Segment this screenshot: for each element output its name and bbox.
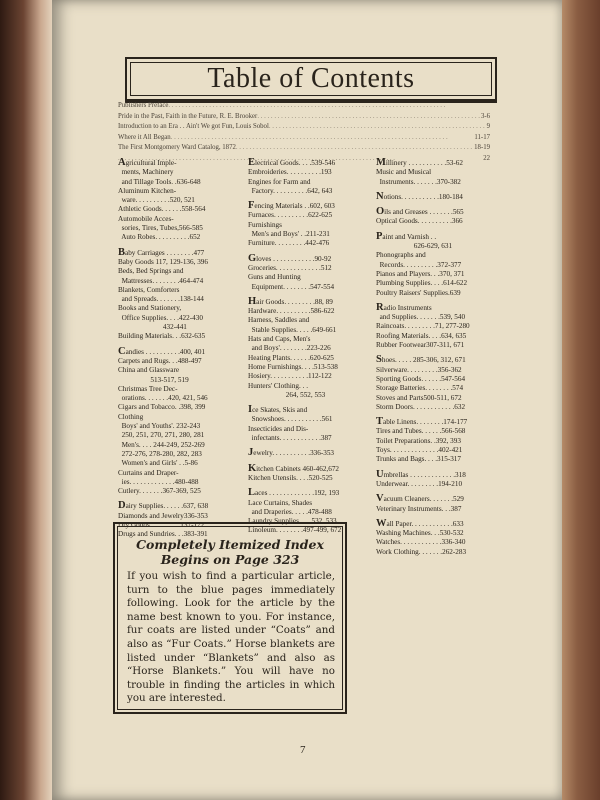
contents-entry: and Draperies. . . . .478-488 <box>248 507 332 516</box>
contents-entry: Diamonds and Jewelry336-353 <box>118 511 208 520</box>
contents-entry: Books and Stationery, <box>118 304 182 313</box>
contents-entry: Factory. . . . . . . . . .642, 643 <box>248 186 333 195</box>
page-number: 7 <box>300 744 306 756</box>
contents-entry: Wall Paper. . . . . . . . . . . .633 <box>376 517 464 529</box>
contents-entry: Men's and Boys' . .211-231 <box>248 230 330 239</box>
contents-entry: Hunters' Clothing. . . <box>248 381 308 390</box>
contents-letter-group <box>248 405 370 443</box>
contents-entry: Dairy Supplies. . . . . .637, 638 <box>118 500 209 512</box>
contents-entry: Furnaces. . . . . . . . . .622-625 <box>248 211 333 220</box>
contents-entry: Radio Instruments <box>376 301 432 313</box>
contents-letter-group <box>118 158 242 243</box>
contents-column-1 <box>118 158 242 545</box>
contents-entry: Kitchen Utensils. . . .520-525 <box>248 473 333 482</box>
initial-letter: G <box>248 252 257 264</box>
initial-letter: A <box>118 157 126 168</box>
contents-entry: Stable Supplies. . . . .649-661 <box>248 325 337 334</box>
contents-entry: Storage Batteries. . . . . . . .574 <box>376 384 464 393</box>
intro-entry-page: 3-6 <box>480 112 490 120</box>
contents-entry: Poultry Raisers' Supplies.639 <box>376 288 461 297</box>
intro-entry <box>118 122 490 133</box>
contents-entry: Office Supplies. . . .422-430 <box>118 313 203 322</box>
initial-letter: P <box>376 230 383 242</box>
leader-dots <box>236 143 474 154</box>
contents-entry: 513-517, 519 <box>118 375 189 384</box>
leader-dots <box>269 122 487 133</box>
leader-dots <box>168 101 490 112</box>
index-title-line-1: Completely Itemized Index <box>136 537 324 552</box>
contents-entry: Laces . . . . . . . . . . . . .192, 193 <box>248 487 340 499</box>
initial-letter: V <box>376 493 384 505</box>
intro-entry <box>118 112 490 123</box>
intro-entry-label: Pride in the Past, Faith in the Future, R. E. Brooker <box>118 112 258 120</box>
contents-entry: Pianos and Players. . .370, 371 <box>376 269 465 278</box>
contents-entry: Men's. . . . 244-249, 252-269 <box>118 440 205 449</box>
contents-entry: Records. . . . . . . . . .372-377 <box>376 260 462 269</box>
contents-entry: Plumbing Supplies. . . .614-622 <box>376 279 468 288</box>
contents-entry: Ice Skates, Skis and <box>248 404 308 416</box>
contents-entry: Stoves and Parts500-511, 672 <box>376 393 462 402</box>
initial-letter: M <box>376 157 386 168</box>
contents-entry: Shoes. . . . . 285-306, 312, 671 <box>376 354 466 366</box>
contents-entry: Electrical Goods. . . .539-546 <box>248 157 336 168</box>
contents-column-3 <box>376 158 494 562</box>
initial-letter: T <box>376 416 384 428</box>
contents-entry: Candies . . . . . . . . . .400, 401 <box>118 345 206 357</box>
contents-entry: China and Glassware <box>118 366 180 375</box>
contents-entry: Roofing Materials. . . .634, 635 <box>376 331 467 340</box>
contents-letter-group <box>248 448 370 458</box>
contents-entry: Snowshoes. . . . . . . . . . .561 <box>248 415 333 424</box>
contents-entry: Rubber Footwear307-311, 671 <box>376 341 465 350</box>
contents-entry: Engines for Farm and <box>248 177 311 186</box>
intro-entry-label: The First Montgomery Ward Catalog, 1872 <box>118 144 236 152</box>
contents-entry: 264, 552, 553 <box>248 390 326 399</box>
contents-entry: ware. . . . . . . . . .520, 521 <box>118 196 195 205</box>
contents-entry: Heating Plants. . . . . .620-625 <box>248 353 334 362</box>
contents-entry: Embroideries. . . . . . . . . .193 <box>248 168 332 177</box>
initial-letter: K <box>248 462 257 474</box>
contents-entry: Work Clothing. . . . . . .262-283 <box>376 547 467 556</box>
intro-entry-page: 11-17 <box>474 133 490 141</box>
contents-letter-group <box>248 158 370 196</box>
contents-entry: Lace Curtains, Shades <box>248 498 313 507</box>
contents-entry: Groceries. . . . . . . . . . . . .512 <box>248 263 332 272</box>
intro-entry-label: Publishers Preface <box>118 102 169 109</box>
contents-entry: Paint and Varnish . . <box>376 230 437 242</box>
contents-entry: Hardware. . . . . . . . . .586-622 <box>248 307 335 316</box>
contents-entry: Veterinary Instruments. . .387 <box>376 504 462 513</box>
contents-entry: Optical Goods. . . . . . . . . .366 <box>376 217 463 226</box>
contents-letter-group <box>248 297 370 400</box>
intro-entry-page: 18-19 <box>474 144 490 152</box>
contents-entry: Insecticides and Dis- <box>248 424 309 433</box>
initial-letter: I <box>248 404 253 416</box>
contents-letter-group <box>248 201 370 248</box>
contents-letter-group <box>376 207 494 227</box>
contents-entry: sories, Tires, Tubes,566-585 <box>118 224 203 233</box>
contents-letter-group <box>118 248 242 342</box>
contents-entry: Furniture. . . . . . . . .442-476 <box>248 239 330 248</box>
contents-letter-group <box>376 417 494 464</box>
contents-entry: ments, Machinery <box>118 168 174 177</box>
contents-letter-group <box>376 158 494 187</box>
contents-entry: Laundry Supplies. . . .532, 533 <box>248 517 337 526</box>
contents-entry: Watches. . . . . . . . . . . .336-340 <box>376 538 466 547</box>
contents-entry: Guns and Hunting <box>248 273 301 282</box>
contents-entry: Baby Goods 117, 129-136, 396 <box>118 257 208 266</box>
contents-entry: Baby Carriages . . . . . . . .477 <box>118 246 205 258</box>
contents-entry: Trunks and Bags. . . .315-317 <box>376 455 461 464</box>
contents-entry: 250, 251, 270, 271, 280, 281 <box>118 431 205 440</box>
contents-column-2 <box>248 158 370 541</box>
contents-entry: Storm Doors. . . . . . . . . . . .632 <box>376 402 466 411</box>
contents-entry: and Spreads. . . . . . .138-144 <box>118 295 204 304</box>
contents-entry: Carpets and Rugs. . .488-497 <box>118 356 202 365</box>
leader-dots <box>171 133 475 144</box>
contents-entry: Agricultural Imple- <box>118 157 177 168</box>
contents-letter-group <box>376 470 494 490</box>
contents-entry: Athletic Goods. . . . . .558-564 <box>118 205 206 214</box>
contents-letter-group <box>376 494 494 514</box>
contents-entry: Christmas Tree Dec- <box>118 384 178 393</box>
index-title-line-2: Begins on Page 323 <box>160 552 300 567</box>
intro-list <box>118 101 490 165</box>
initial-letter: U <box>376 468 384 480</box>
contents-entry: Mattresses. . . . . . . .464-474 <box>118 276 204 285</box>
contents-letter-group <box>248 464 370 484</box>
contents-entry: Silverware. . . . . . . . .356-362 <box>376 365 462 374</box>
index-notice-body: If you wish to find a particular article, turn to the blue pages immediately following. Look for the article by the name best known to you. For instance, fur coats are listed under “Coats” and also as “Fur Coats.” Horse blankets are listed under “Blankets” and also as “Horse Blankets.” You will have no trouble in finding the articles in which you are interested. <box>127 570 335 705</box>
contents-entry: Music and Musical <box>376 168 432 177</box>
contents-entry: Jewelry. . . . . . . . . . .336-353 <box>248 447 335 459</box>
contents-entry: Linoleum. . . . . . . .497-499, 672 <box>248 526 342 535</box>
contents-entry: Raincoats. . . . . . . . .71, 277-280 <box>376 322 470 331</box>
contents-entry: Gloves . . . . . . . . . . . .90-92 <box>248 252 332 264</box>
contents-entry: Washing Machines. . .530-532 <box>376 529 464 538</box>
intro-entry-label: Introduction to an Era . . Ain't We got Fun, Louis Sobol <box>118 123 269 131</box>
contents-entry: Auto Robes. . . . . . . . . .652 <box>118 233 201 242</box>
contents-entry: Tires and Tubes. . . . . .566-568 <box>376 427 466 436</box>
contents-entry: Sporting Goods. . . . . .547-564 <box>376 374 466 383</box>
initial-letter: D <box>118 500 126 512</box>
contents-entry: Table Linens. . . . . . . .174-177 <box>376 416 468 428</box>
contents-entry: and Boys'. . . . . . . .223-226 <box>248 344 331 353</box>
page-title: Table of Contents <box>207 63 415 94</box>
contents-entry: Women's and Girls' . .5-86 <box>118 459 198 468</box>
contents-entry: Home Furnishings. . . .513-538 <box>248 362 338 371</box>
leader-dots <box>257 112 481 123</box>
contents-letter-group <box>376 232 494 298</box>
contents-entry: 272-276, 278-280, 282, 283 <box>118 449 202 458</box>
contents-entry: Instruments. . . . . . .370-382 <box>376 177 461 186</box>
initial-letter: C <box>118 345 126 357</box>
index-notice-box <box>113 522 347 714</box>
contents-entry: Harness, Saddles and <box>248 316 310 325</box>
initial-letter: S <box>376 354 382 366</box>
contents-entry: Oils and Greases . . . . . . .565 <box>376 206 464 218</box>
contents-entry: ies. . . . . . . . . . . . .480-488 <box>118 477 199 486</box>
intro-entry <box>118 143 490 154</box>
contents-entry: 432-441 <box>118 323 187 332</box>
contents-letter-group <box>376 355 494 412</box>
initial-letter: O <box>376 206 385 218</box>
contents-entry: Kitchen Cabinets 460-462,672 <box>248 462 340 474</box>
contents-entry: Cutlery. . . . . . .367-369, 525 <box>118 487 201 496</box>
contents-entry: Building Materials. . .632-635 <box>118 332 206 341</box>
contents-entry: Furnishings <box>248 220 282 229</box>
contents-entry: Hosiery. . . . . . . . . . .112-122 <box>248 372 332 381</box>
initial-letter: E <box>248 157 256 168</box>
intro-entry-page: 22 <box>483 154 490 162</box>
contents-entry: Equipment. . . . . . . .547-554 <box>248 282 335 291</box>
initial-letter: L <box>248 487 256 499</box>
contents-entry: Blankets, Comforters <box>118 285 180 294</box>
contents-entry: Millinery . . . . . . . . . . .53-62 <box>376 157 463 168</box>
intro-entry-label: Where it All Began <box>118 133 171 141</box>
initial-letter: N <box>376 190 384 202</box>
contents-letter-group <box>376 519 494 557</box>
contents-entry: Hats and Caps, Men's <box>248 335 311 344</box>
initial-letter: H <box>248 295 257 307</box>
contents-entry: Underwear. . . . . . . . .194-210 <box>376 479 463 488</box>
initial-letter: J <box>248 447 254 459</box>
contents-entry: and Supplies. . . . . . .539, 540 <box>376 313 466 322</box>
initial-letter: W <box>376 517 387 529</box>
contents-entry: and Tillage Tools. .636-648 <box>118 177 201 186</box>
initial-letter: F <box>248 200 255 212</box>
contents-entry: Clothing <box>118 412 144 421</box>
contents-entry: orations. . . . . . .420, 421, 546 <box>118 394 208 403</box>
intro-entry <box>118 101 490 112</box>
contents-entry: Dry Goods. . . . . . . . .137-172 <box>118 520 205 529</box>
contents-letter-group <box>376 303 494 350</box>
contents-entry: Curtains and Draper- <box>118 468 179 477</box>
contents-entry: Aluminum Kitchen- <box>118 186 177 195</box>
contents-entry: Toys. . . . . . . . . . . . . .402-421 <box>376 446 463 455</box>
contents-entry: Drugs and Sundries. . .383-391 <box>118 530 208 539</box>
contents-entry: infectants. . . . . . . . . . . .387 <box>248 434 332 443</box>
contents-entry: 626-629, 631 <box>376 242 453 251</box>
contents-entry: Beds, Bed Springs and <box>118 267 184 276</box>
intro-entry-page: 9 <box>486 123 490 131</box>
contents-letter-group <box>118 347 242 497</box>
contents-letter-group <box>248 254 370 292</box>
book-spine <box>0 0 52 800</box>
contents-entry: Fencing Materials . .602, 603 <box>248 200 335 212</box>
contents-entry: Toilet Preparations. .392, 393 <box>376 436 461 445</box>
intro-entry <box>118 133 490 144</box>
contents-entry: Cigars and Tobacco. .398, 399 <box>118 403 206 412</box>
contents-entry: Vacuum Cleaners. . . . . . .529 <box>376 493 464 505</box>
contents-entry: Umbrellas . . . . . . . . . . . . .318 <box>376 468 466 480</box>
contents-letter-group <box>376 192 494 202</box>
index-notice-title <box>115 537 345 567</box>
page-edge <box>562 0 600 800</box>
contents-entry: Boys' and Youths'. 232-243 <box>118 422 201 431</box>
initial-letter: R <box>376 301 384 313</box>
title-box <box>125 57 497 103</box>
initial-letter: B <box>118 246 126 258</box>
contents-entry: Automobile Acces- <box>118 214 174 223</box>
contents-entry: Hair Goods. . . . . . . . .88, 89 <box>248 295 333 307</box>
contents-entry: Notions. . . . . . . . . . .180-184 <box>376 190 463 202</box>
contents-entry: Phonographs and <box>376 251 426 260</box>
